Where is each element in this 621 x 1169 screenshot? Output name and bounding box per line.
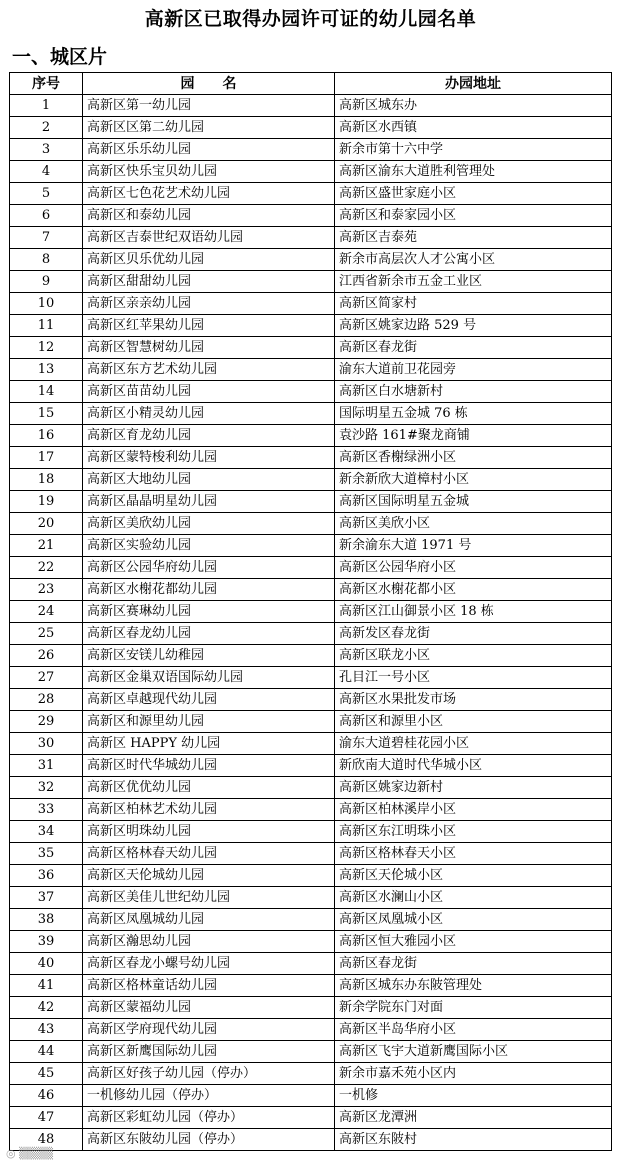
address-cell: 高新区东陂村 <box>335 1129 612 1151</box>
address-cell: 高新区飞宇大道新鹰国际小区 <box>335 1041 612 1063</box>
table-row <box>10 271 612 293</box>
table-row <box>10 337 612 359</box>
kindergarten-name-cell: 高新区格林童话幼儿园 <box>83 975 335 997</box>
address-cell: 高新区姚家边新村 <box>335 777 612 799</box>
table-row <box>10 381 612 403</box>
table-row <box>10 183 612 205</box>
address-cell: 高新区恒大雅园小区 <box>335 931 612 953</box>
kindergarten-name-cell: 高新区乐乐幼儿园 <box>83 139 335 161</box>
kindergarten-name-cell: 高新区凤凰城幼儿园 <box>83 909 335 931</box>
table-body <box>10 95 612 1151</box>
address-cell: 高新区盛世家庭小区 <box>335 183 612 205</box>
kindergarten-name-cell: 高新区彩虹幼儿园（停办） <box>83 1107 335 1129</box>
serial-number-cell: 6 <box>10 205 83 227</box>
kindergarten-name-cell: 高新区小精灵幼儿园 <box>83 403 335 425</box>
table-row <box>10 711 612 733</box>
address-cell: 高新区天伦城小区 <box>335 865 612 887</box>
table-row <box>10 975 612 997</box>
address-cell: 国际明星五金城 76 栋 <box>335 403 612 425</box>
serial-number-cell: 43 <box>10 1019 83 1041</box>
kindergarten-name-cell: 高新区晶晶明星幼儿园 <box>83 491 335 513</box>
table-row <box>10 1107 612 1129</box>
kindergarten-name-cell: 高新区金巢双语国际幼儿园 <box>83 667 335 689</box>
serial-number-cell: 13 <box>10 359 83 381</box>
serial-number-cell: 39 <box>10 931 83 953</box>
kindergarten-name-cell: 高新区柏林艺术幼儿园 <box>83 799 335 821</box>
kindergarten-name-cell: 高新区学府现代幼儿园 <box>83 1019 335 1041</box>
address-cell: 孔目江一号小区 <box>335 667 612 689</box>
table-row <box>10 579 612 601</box>
serial-number-cell: 9 <box>10 271 83 293</box>
serial-number-cell: 44 <box>10 1041 83 1063</box>
table-row <box>10 865 612 887</box>
address-cell: 高新区半岛华府小区 <box>335 1019 612 1041</box>
table-row <box>10 95 612 117</box>
address-cell: 江西省新余市五金工业区 <box>335 271 612 293</box>
address-cell: 高新区江山御景小区 18 栋 <box>335 601 612 623</box>
document-title: 高新区已取得办园许可证的幼儿园名单 <box>144 8 477 30</box>
address-cell: 高新区和泰家园小区 <box>335 205 612 227</box>
serial-number-cell: 35 <box>10 843 83 865</box>
serial-number-cell: 42 <box>10 997 83 1019</box>
serial-number-cell: 15 <box>10 403 83 425</box>
address-cell: 渝东大道碧桂花园小区 <box>335 733 612 755</box>
address-cell: 高新区城东办东陂管理处 <box>335 975 612 997</box>
table-row <box>10 645 612 667</box>
address-cell: 新欣南大道时代华城小区 <box>335 755 612 777</box>
address-cell: 新余市第十六中学 <box>335 139 612 161</box>
section-heading: 一、城区片 <box>12 46 108 68</box>
kindergarten-name-cell: 高新区东方艺术幼儿园 <box>83 359 335 381</box>
kindergarten-name-cell: 高新区快乐宝贝幼儿园 <box>83 161 335 183</box>
kindergarten-name-cell: 高新区春龙幼儿园 <box>83 623 335 645</box>
address-cell: 高新区吉泰苑 <box>335 227 612 249</box>
table-row <box>10 535 612 557</box>
kindergarten-name-cell: 高新区公园华府幼儿园 <box>83 557 335 579</box>
kindergarten-name-cell: 高新区瀚思幼儿园 <box>83 931 335 953</box>
serial-number-cell: 47 <box>10 1107 83 1129</box>
table-row <box>10 1085 612 1107</box>
table-row <box>10 359 612 381</box>
serial-number-cell: 7 <box>10 227 83 249</box>
table-row <box>10 909 612 931</box>
address-cell: 高新区简家村 <box>335 293 612 315</box>
kindergarten-name-cell: 高新区七色花艺术幼儿园 <box>83 183 335 205</box>
address-cell: 高新区白水塘新村 <box>335 381 612 403</box>
serial-number-cell: 14 <box>10 381 83 403</box>
serial-number-cell: 26 <box>10 645 83 667</box>
kindergarten-name-cell: 高新区春龙小螺号幼儿园 <box>83 953 335 975</box>
table-row <box>10 1041 612 1063</box>
address-cell: 高新区凤凰城小区 <box>335 909 612 931</box>
kindergarten-name-cell: 一机修幼儿园（停办） <box>83 1085 335 1107</box>
table-row <box>10 997 612 1019</box>
address-cell: 新余新欣大道樟村小区 <box>335 469 612 491</box>
serial-number-cell: 36 <box>10 865 83 887</box>
kindergarten-name-cell: 高新区水榭花都幼儿园 <box>83 579 335 601</box>
kindergarten-name-cell: 高新区和泰幼儿园 <box>83 205 335 227</box>
table-row <box>10 403 612 425</box>
address-cell: 高新区格林春天小区 <box>335 843 612 865</box>
table-row <box>10 227 612 249</box>
serial-number-cell: 48 <box>10 1129 83 1151</box>
serial-number-cell: 40 <box>10 953 83 975</box>
table-row <box>10 931 612 953</box>
kindergarten-name-cell: 高新区甜甜幼儿园 <box>83 271 335 293</box>
address-cell: 高新区公园华府小区 <box>335 557 612 579</box>
table-row <box>10 447 612 469</box>
table-row <box>10 799 612 821</box>
kindergarten-name-cell: 高新区优优幼儿园 <box>83 777 335 799</box>
kindergarten-name-cell: 高新区第一幼儿园 <box>83 95 335 117</box>
address-cell: 袁沙路 161#聚龙商铺 <box>335 425 612 447</box>
address-cell: 高新发区春龙街 <box>335 623 612 645</box>
serial-number-cell: 30 <box>10 733 83 755</box>
serial-number-cell: 33 <box>10 799 83 821</box>
kindergarten-name-cell: 高新区苗苗幼儿园 <box>83 381 335 403</box>
serial-number-cell: 22 <box>10 557 83 579</box>
serial-number-cell: 31 <box>10 755 83 777</box>
address-cell: 高新区水澜山小区 <box>335 887 612 909</box>
table-row <box>10 953 612 975</box>
kindergarten-name-cell: 高新区格林春天幼儿园 <box>83 843 335 865</box>
kindergarten-name-cell: 高新区蒙特梭利幼儿园 <box>83 447 335 469</box>
address-cell: 高新区龙潭洲 <box>335 1107 612 1129</box>
serial-number-cell: 20 <box>10 513 83 535</box>
table-row <box>10 777 612 799</box>
table-row <box>10 733 612 755</box>
header-serial-number: 序号 <box>10 73 83 95</box>
table-row <box>10 117 612 139</box>
serial-number-cell: 29 <box>10 711 83 733</box>
kindergarten-name-cell: 高新区东陂幼儿园（停办） <box>83 1129 335 1151</box>
address-cell: 新余市嘉禾苑小区内 <box>335 1063 612 1085</box>
address-cell: 新余市高层次人才公寓小区 <box>335 249 612 271</box>
table-row <box>10 293 612 315</box>
table-header-row <box>10 73 612 95</box>
address-cell: 高新区联龙小区 <box>335 645 612 667</box>
address-cell: 高新区春龙街 <box>335 953 612 975</box>
serial-number-cell: 12 <box>10 337 83 359</box>
kindergarten-name-cell: 高新区卓越现代幼儿园 <box>83 689 335 711</box>
kindergarten-name-cell: 高新区美佳儿世纪幼儿园 <box>83 887 335 909</box>
serial-number-cell: 3 <box>10 139 83 161</box>
kindergarten-name-cell: 高新区蒙福幼儿园 <box>83 997 335 1019</box>
kindergarten-table <box>9 72 612 1151</box>
serial-number-cell: 1 <box>10 95 83 117</box>
table-row <box>10 887 612 909</box>
table-row <box>10 1063 612 1085</box>
serial-number-cell: 45 <box>10 1063 83 1085</box>
serial-number-cell: 34 <box>10 821 83 843</box>
address-cell: 高新区和源里小区 <box>335 711 612 733</box>
address-cell: 高新区水榭花都小区 <box>335 579 612 601</box>
serial-number-cell: 41 <box>10 975 83 997</box>
kindergarten-name-cell: 高新区区第二幼儿园 <box>83 117 335 139</box>
serial-number-cell: 17 <box>10 447 83 469</box>
serial-number-cell: 28 <box>10 689 83 711</box>
kindergarten-name-cell: 高新区和源里幼儿园 <box>83 711 335 733</box>
address-cell: 高新区国际明星五金城 <box>335 491 612 513</box>
serial-number-cell: 10 <box>10 293 83 315</box>
serial-number-cell: 16 <box>10 425 83 447</box>
serial-number-cell: 25 <box>10 623 83 645</box>
address-cell: 高新区美欣小区 <box>335 513 612 535</box>
table-row <box>10 315 612 337</box>
watermark: ◎ ▒▒▒▒ <box>6 1147 53 1160</box>
address-cell: 高新区水果批发市场 <box>335 689 612 711</box>
serial-number-cell: 38 <box>10 909 83 931</box>
address-cell: 高新区渝东大道胜利管理处 <box>335 161 612 183</box>
table-row <box>10 205 612 227</box>
address-cell: 高新区香榭绿洲小区 <box>335 447 612 469</box>
kindergarten-name-cell: 高新区天伦城幼儿园 <box>83 865 335 887</box>
table-row <box>10 601 612 623</box>
address-cell: 高新区春龙街 <box>335 337 612 359</box>
kindergarten-name-cell: 高新区明珠幼儿园 <box>83 821 335 843</box>
kindergarten-name-cell: 高新区 HAPPY 幼儿园 <box>83 733 335 755</box>
serial-number-cell: 19 <box>10 491 83 513</box>
serial-number-cell: 8 <box>10 249 83 271</box>
address-cell: 高新区城东办 <box>335 95 612 117</box>
address-cell: 高新区姚家边路 529 号 <box>335 315 612 337</box>
address-cell: 新余渝东大道 1971 号 <box>335 535 612 557</box>
kindergarten-name-cell: 高新区大地幼儿园 <box>83 469 335 491</box>
serial-number-cell: 4 <box>10 161 83 183</box>
address-cell: 一机修 <box>335 1085 612 1107</box>
serial-number-cell: 24 <box>10 601 83 623</box>
table-row <box>10 557 612 579</box>
table-row <box>10 425 612 447</box>
serial-number-cell: 11 <box>10 315 83 337</box>
address-cell: 高新区东江明珠小区 <box>335 821 612 843</box>
table-row <box>10 161 612 183</box>
table-row <box>10 689 612 711</box>
table-row <box>10 843 612 865</box>
kindergarten-name-cell: 高新区赛琳幼儿园 <box>83 601 335 623</box>
header-kindergarten-name: 园 名 <box>83 73 335 95</box>
table-row <box>10 469 612 491</box>
kindergarten-name-cell: 高新区时代华城幼儿园 <box>83 755 335 777</box>
table-row <box>10 1019 612 1041</box>
kindergarten-name-cell: 高新区美欣幼儿园 <box>83 513 335 535</box>
table-row <box>10 491 612 513</box>
table-row <box>10 1129 612 1151</box>
table-row <box>10 249 612 271</box>
kindergarten-name-cell: 高新区吉泰世纪双语幼儿园 <box>83 227 335 249</box>
table-row <box>10 755 612 777</box>
kindergarten-name-cell: 高新区智慧树幼儿园 <box>83 337 335 359</box>
kindergarten-name-cell: 高新区贝乐优幼儿园 <box>83 249 335 271</box>
kindergarten-name-cell: 高新区好孩子幼儿园（停办） <box>83 1063 335 1085</box>
table-row <box>10 667 612 689</box>
table-row <box>10 623 612 645</box>
serial-number-cell: 23 <box>10 579 83 601</box>
serial-number-cell: 18 <box>10 469 83 491</box>
serial-number-cell: 46 <box>10 1085 83 1107</box>
table-row <box>10 821 612 843</box>
address-cell: 新余学院东门对面 <box>335 997 612 1019</box>
address-cell: 渝东大道前卫花园旁 <box>335 359 612 381</box>
kindergarten-name-cell: 高新区育龙幼儿园 <box>83 425 335 447</box>
table-row <box>10 513 612 535</box>
serial-number-cell: 2 <box>10 117 83 139</box>
kindergarten-name-cell: 高新区新鹰国际幼儿园 <box>83 1041 335 1063</box>
serial-number-cell: 21 <box>10 535 83 557</box>
kindergarten-name-cell: 高新区亲亲幼儿园 <box>83 293 335 315</box>
serial-number-cell: 37 <box>10 887 83 909</box>
header-address: 办园地址 <box>335 73 612 95</box>
address-cell: 高新区柏林溪岸小区 <box>335 799 612 821</box>
serial-number-cell: 32 <box>10 777 83 799</box>
kindergarten-name-cell: 高新区安镁儿幼稚园 <box>83 645 335 667</box>
table-row <box>10 139 612 161</box>
kindergarten-name-cell: 高新区红苹果幼儿园 <box>83 315 335 337</box>
address-cell: 高新区水西镇 <box>335 117 612 139</box>
serial-number-cell: 27 <box>10 667 83 689</box>
kindergarten-name-cell: 高新区实验幼儿园 <box>83 535 335 557</box>
serial-number-cell: 5 <box>10 183 83 205</box>
